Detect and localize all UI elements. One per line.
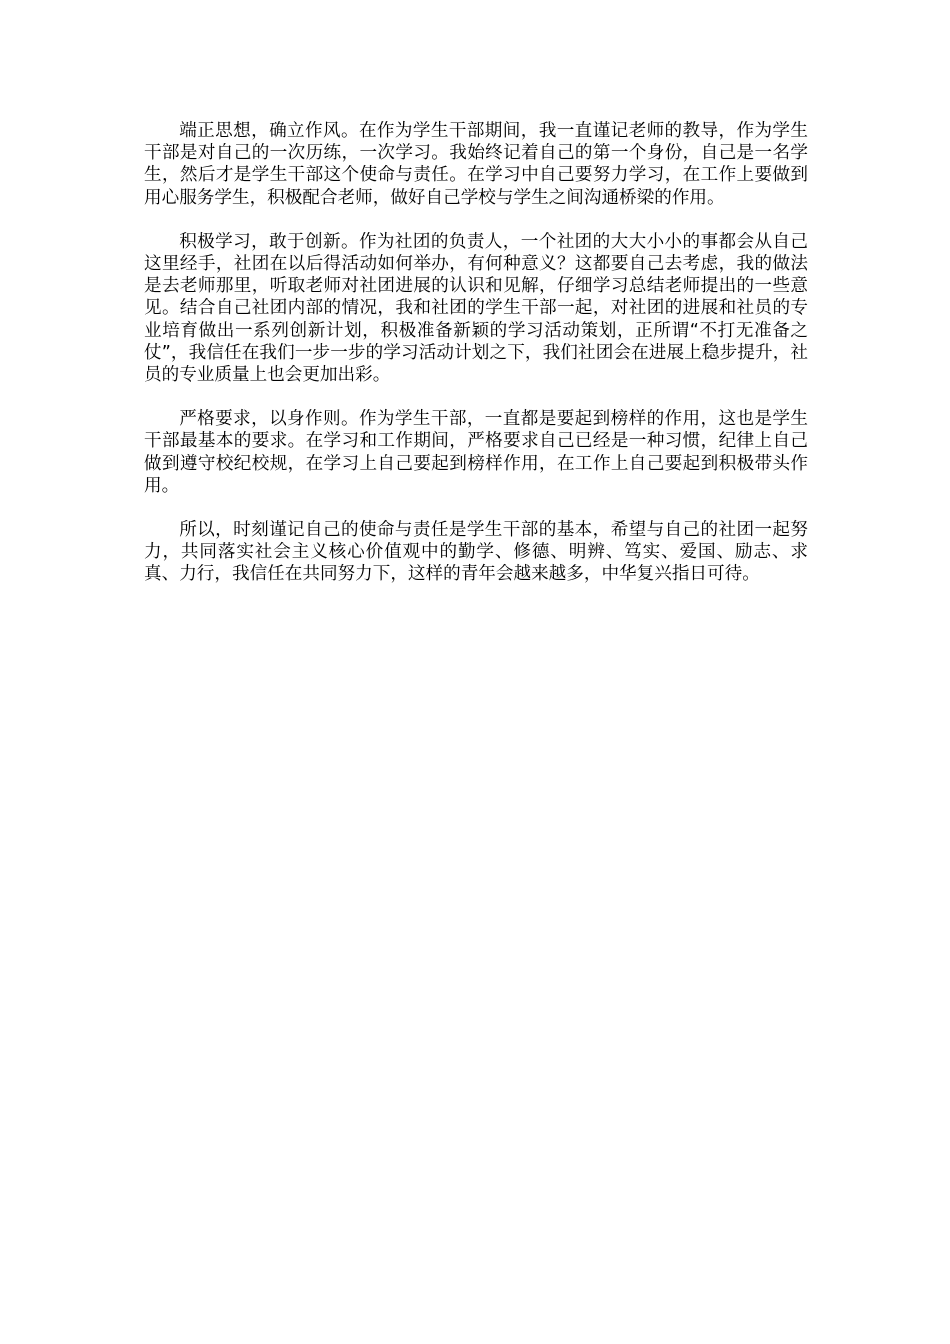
document-page (144, 120, 808, 608)
paragraph-2: 积极学习，敢于创新。作为社团的负责人，一个社团的大大小小的事都会从自己这里经手，社团在以后得活动如何举办，有何种意义？这都要自己去考虑，我的做法是去老师那里，听取老师对社团进展的认识和见解，仔细学习总结老师提出的一些意见。结合自己社团内部的情况，我和社团的学生干部一起，对社团的进展和社员的专业培育做出一系列创新计划，积极准备新颖的学习活动策划，正所谓“不打无准备之仗”，我信任在我们一步一步的学习活动计划之下，我们社团会在进展上稳步提升，社员的专业质量上也会更加出彩。 (144, 231, 808, 386)
paragraph-3: 严格要求，以身作则。作为学生干部，一直都是要起到榜样的作用，这也是学生干部最基本的要求。在学习和工作期间，严格要求自己已经是一种习惯，纪律上自己做到遵守校纪校规，在学习上自己要起到榜样作用，在工作上自己要起到积极带头作用。 (144, 409, 808, 496)
paragraph-4: 所以，时刻谨记自己的使命与责任是学生干部的基本，希望与自己的社团一起努力，共同落实社会主义核心价值观中的勤学、修德、明辨、笃实、爱国、励志、求真、力行，我信任在共同努力下，这样的青年会越来越多，中华复兴指日可待。 (144, 520, 808, 585)
paragraph-1: 端正思想，确立作风。在作为学生干部期间，我一直谨记老师的教导，作为学生干部是对自己的一次历练，一次学习。我始终记着自己的第一个身份，自己是一名学生，然后才是学生干部这个使命与责任。在学习中自己要努力学习，在工作上要做到用心服务学生，积极配合老师，做好自己学校与学生之间沟通桥梁的作用。 (144, 121, 808, 208)
